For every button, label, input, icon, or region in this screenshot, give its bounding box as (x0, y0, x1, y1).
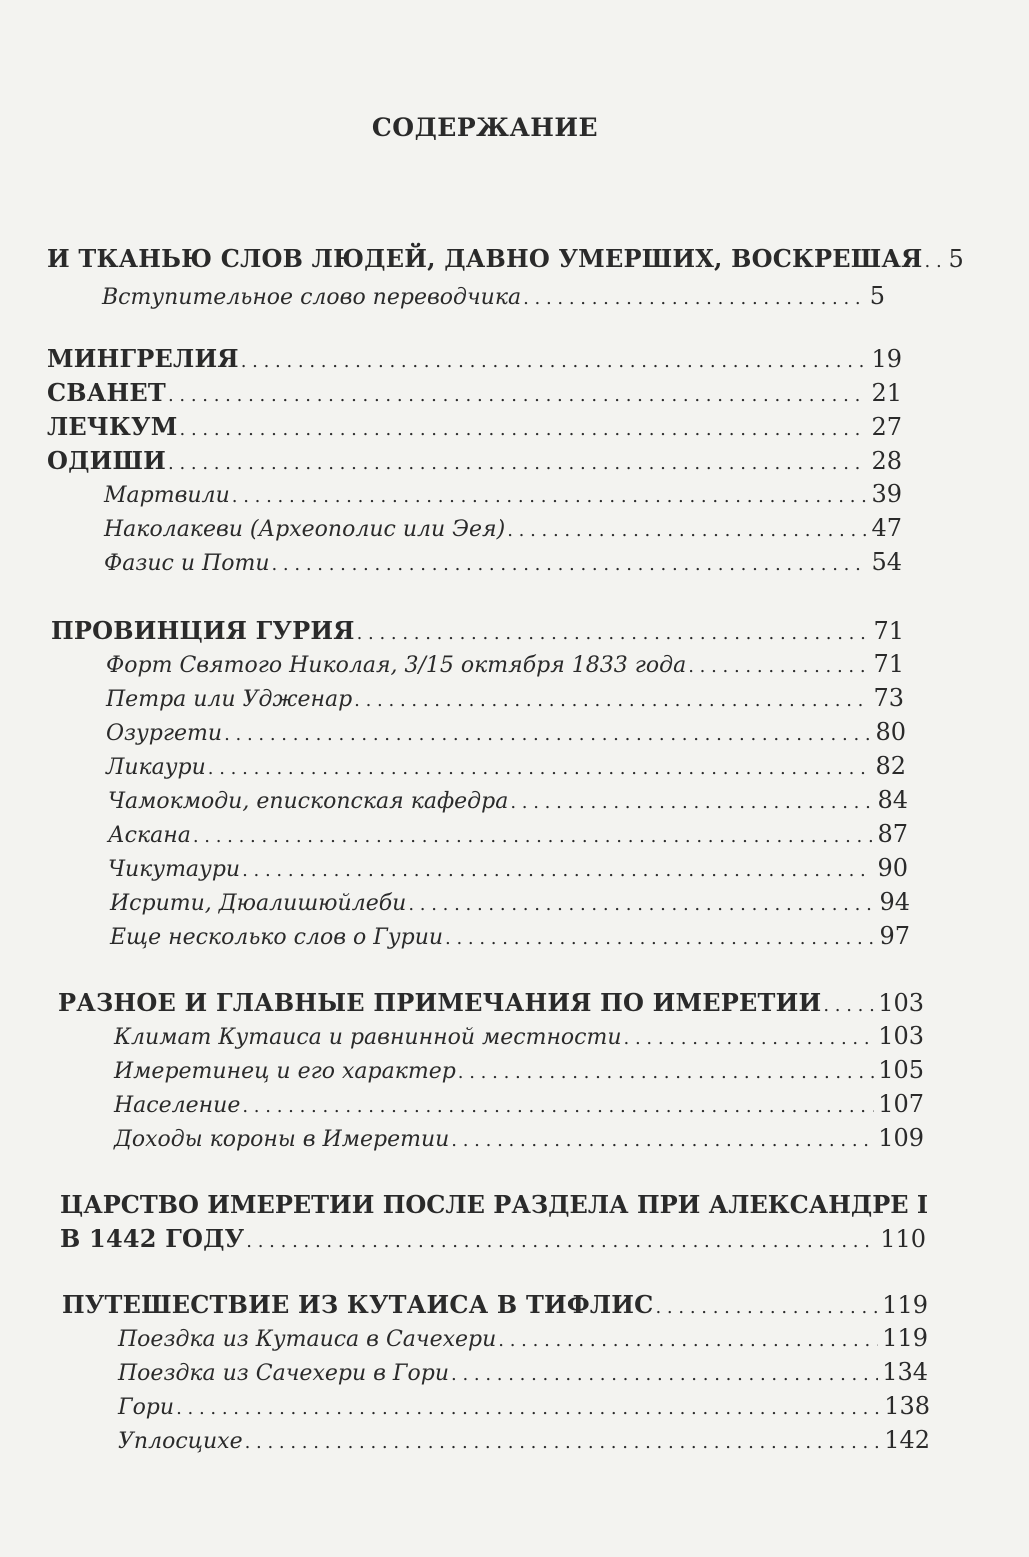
dot-leader (224, 724, 871, 745)
toc-entry[interactable] (106, 718, 906, 746)
toc-entry-page: 84 (877, 786, 908, 814)
toc-entry-heading[interactable] (62, 1290, 928, 1319)
toc-entry-label: Еще несколько слов о Гурии (110, 925, 444, 950)
toc-entry-label: Наколакеви (Археополис или Эея) (104, 517, 506, 542)
dot-leader (357, 623, 870, 644)
toc-entry[interactable] (104, 480, 902, 508)
toc-entry-label: ПРОВИНЦИЯ ГУРИЯ (51, 616, 355, 645)
toc-entry[interactable] (106, 752, 906, 780)
toc-entry-page: 90 (877, 854, 908, 882)
page-title: СОДЕРЖАНИЕ (371, 113, 599, 142)
toc-entry[interactable] (108, 786, 908, 814)
toc-entry-label: ПУТЕШЕСТВИЕ ИЗ КУТАИСА В ТИФЛИС (62, 1290, 654, 1319)
toc-entry-label: Доходы короны в Имеретии (114, 1127, 450, 1152)
toc-entry-heading[interactable] (47, 344, 902, 373)
toc-entry-label: Климат Кутаиса и равнинной местности (114, 1025, 622, 1050)
toc-entry-label: Мартвили (104, 483, 230, 508)
toc-entry-label: И ТКАНЬЮ СЛОВ ЛЮДЕЙ, ДАВНО УМЕРШИХ, ВОСКРЕШАЯ (47, 244, 923, 273)
toc-entry-label: Уплосцихе (118, 1429, 243, 1454)
toc-entry-label: Исрити, Дюалишюйлеби (110, 891, 407, 916)
toc-entry-page: 47 (871, 514, 902, 542)
toc-entry-heading[interactable] (47, 244, 964, 273)
dot-leader (445, 928, 875, 949)
toc-entry[interactable] (106, 684, 904, 712)
toc-entry[interactable] (104, 548, 902, 576)
toc-entry-page: 27 (871, 413, 902, 441)
dot-leader (193, 826, 874, 847)
dot-leader (408, 894, 875, 915)
toc-entry-page: 94 (879, 888, 910, 916)
dot-leader (624, 1028, 875, 1049)
toc-entry-label: Форт Святого Николая, 3/15 октября 1833 года (106, 653, 687, 678)
toc-entry-label: Гори (118, 1395, 175, 1420)
toc-entry-heading[interactable] (47, 412, 902, 441)
toc-entry-page: 109 (878, 1124, 924, 1152)
toc-entry[interactable] (118, 1324, 928, 1352)
toc-entry-page: 138 (884, 1392, 930, 1420)
toc-entry[interactable] (102, 282, 885, 310)
dot-leader (688, 656, 869, 677)
dot-leader (507, 520, 867, 541)
dot-leader (180, 419, 868, 440)
dot-leader (241, 351, 868, 372)
toc-entry-page: 87 (877, 820, 908, 848)
toc-entry-page: 110 (880, 1225, 926, 1253)
toc-entry-label: СВАНЕТ (47, 378, 166, 407)
dot-leader (246, 1231, 876, 1252)
toc-entry-page: 28 (871, 447, 902, 475)
toc-entry[interactable] (118, 1392, 930, 1420)
toc-entry-page: 54 (871, 548, 902, 576)
toc-entry-heading[interactable] (51, 616, 904, 645)
toc-entry-page: 5 (869, 282, 885, 310)
toc-entry-page: 5 (948, 245, 964, 273)
toc-entry-label: Поездка из Кутаиса в Сачехери (118, 1327, 497, 1352)
dot-leader (208, 758, 872, 779)
dot-leader (232, 486, 868, 507)
dot-leader (168, 453, 867, 474)
toc-entry-page: 103 (878, 1022, 924, 1050)
toc-entry[interactable] (110, 922, 910, 950)
toc-entry-page: 105 (878, 1056, 924, 1084)
toc-entry[interactable] (114, 1090, 924, 1118)
toc-entry[interactable] (106, 650, 904, 678)
toc-entry[interactable] (108, 820, 908, 848)
toc-entry[interactable] (108, 854, 908, 882)
toc-entry[interactable] (118, 1426, 930, 1454)
dot-leader (242, 860, 873, 881)
dot-leader (451, 1130, 874, 1151)
dot-leader (823, 995, 874, 1016)
dot-leader (271, 554, 867, 575)
toc-entry-page: 107 (878, 1090, 924, 1118)
toc-entry-heading-line: ЦАРСТВО ИМЕРЕТИИ ПОСЛЕ РАЗДЕЛА ПРИ АЛЕКСАНДРЕ I (60, 1190, 929, 1219)
dot-leader (168, 385, 867, 406)
toc-entry-label: Озургети (106, 721, 223, 746)
toc-entry[interactable] (114, 1022, 924, 1050)
toc-entry-label: Чамокмоди, епископская кафедра (108, 789, 509, 814)
toc-entry-label: Петра или Удженар (106, 687, 353, 712)
toc-entry-heading[interactable] (47, 378, 902, 407)
toc-entry-label: РАЗНОЕ И ГЛАВНЫЕ ПРИМЕЧАНИЯ ПО ИМЕРЕТИИ (58, 988, 822, 1017)
toc-entry-page: 19 (871, 345, 902, 373)
toc-entry-heading[interactable] (58, 988, 924, 1017)
toc-entry-label: МИНГРЕЛИЯ (47, 344, 239, 373)
toc-entry-page: 134 (882, 1358, 928, 1386)
dot-leader (498, 1330, 878, 1351)
dot-leader (245, 1432, 881, 1453)
toc-entry-heading[interactable] (60, 1224, 926, 1253)
toc-entry[interactable] (114, 1056, 924, 1084)
toc-entry-label: Вступительное слово переводчика (102, 285, 522, 310)
toc-entry-page: 73 (873, 684, 904, 712)
toc-entry[interactable] (114, 1124, 924, 1152)
toc-entry-page: 82 (875, 752, 906, 780)
dot-leader (354, 690, 869, 711)
toc-entry-page: 39 (871, 480, 902, 508)
toc-entry-label: Население (114, 1093, 241, 1118)
toc-entry-label: В 1442 ГОДУ (60, 1224, 245, 1253)
toc-entry-page: 97 (879, 922, 910, 950)
dot-leader (655, 1297, 878, 1318)
toc-entry-page: 103 (878, 989, 924, 1017)
dot-leader (458, 1062, 874, 1083)
dot-leader (176, 1398, 880, 1419)
dot-leader (242, 1096, 874, 1117)
toc-entry-label: ЛЕЧКУМ (47, 412, 178, 441)
toc-entry-label: Поездка из Сачехери в Гори (118, 1361, 449, 1386)
toc-entry-label: Имеретинец и его характер (114, 1059, 456, 1084)
toc-entry-page: 21 (871, 379, 902, 407)
toc-entry-page: 80 (875, 718, 906, 746)
toc-entry-label: Ликаури (106, 755, 206, 780)
toc-entry-label: ОДИШИ (47, 446, 167, 475)
toc-entry-page: 71 (873, 650, 904, 678)
dot-leader (523, 288, 866, 309)
toc-entry-label: Фазис и Поти (104, 551, 270, 576)
toc-entry-page: 119 (882, 1291, 928, 1319)
toc-entry-page: 71 (873, 617, 904, 645)
toc-entry-label: Аскана (108, 823, 191, 848)
toc-entry[interactable] (104, 514, 902, 542)
dot-leader (510, 792, 873, 813)
toc-entry[interactable] (118, 1358, 928, 1386)
toc-entry[interactable] (110, 888, 910, 916)
toc-entry-heading[interactable] (47, 446, 902, 475)
toc-entry-page: 119 (882, 1324, 928, 1352)
dot-leader (925, 251, 945, 272)
toc-entry-label: Чикутаури (108, 857, 241, 882)
dot-leader (451, 1364, 878, 1385)
toc-entry-page: 142 (884, 1426, 930, 1454)
